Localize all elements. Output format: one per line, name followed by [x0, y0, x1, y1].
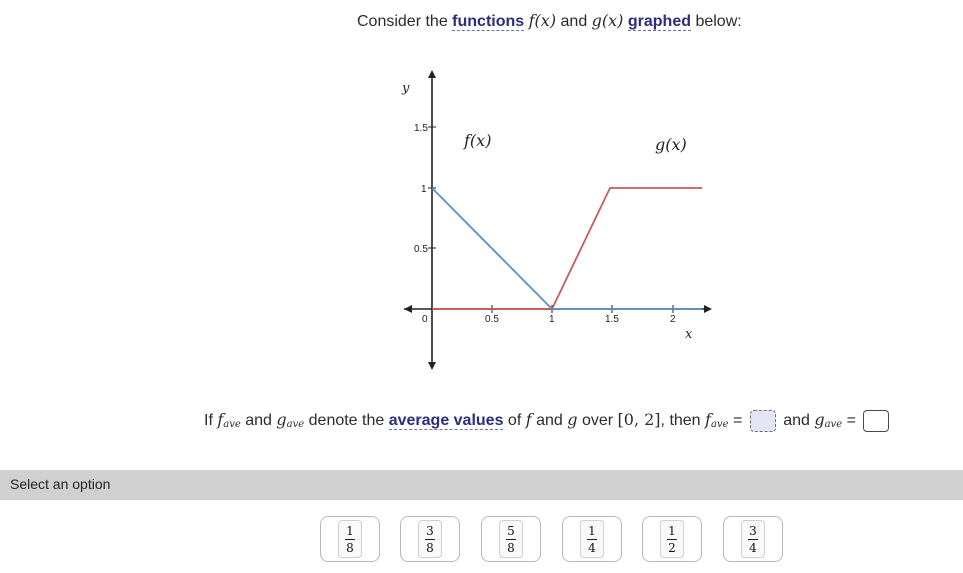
prompt-and: and: [560, 13, 588, 30]
option-fraction: [499, 520, 523, 558]
y-tick-label-0-5: 0.5: [414, 244, 428, 255]
option-denominator: 8: [346, 540, 354, 555]
question-text: [204, 410, 892, 432]
fraction-bar: [345, 539, 355, 540]
x-tick-label-0-5: 0.5: [485, 314, 499, 325]
y-axis-label: y: [402, 81, 410, 96]
option-numerator: 1: [346, 523, 354, 538]
option-fraction: [660, 520, 684, 558]
q-eq-2: =: [846, 412, 856, 430]
option-numerator: 3: [426, 523, 434, 538]
option-tile-2[interactable]: [400, 516, 460, 562]
fraction-bar: [667, 539, 677, 540]
x-axis-arrow-left: [404, 305, 412, 313]
x-tick-label-1: 1: [549, 314, 555, 325]
option-fraction: [580, 520, 604, 558]
q-and: and: [245, 412, 272, 430]
fraction-bar: [748, 539, 758, 540]
option-tile-6[interactable]: [723, 516, 783, 562]
fraction-bar: [506, 539, 516, 540]
q-and-2: and: [536, 412, 563, 430]
options-bar: [0, 470, 963, 500]
prompt-below: below:: [695, 13, 742, 30]
option-numerator: 3: [749, 523, 757, 538]
y-axis-arrow-down: [428, 362, 436, 370]
g-label: g(x): [655, 135, 687, 154]
x-axis-label: x: [685, 327, 693, 342]
option-numerator: 5: [507, 523, 515, 538]
origin-label: 0: [422, 314, 428, 325]
option-denominator: 4: [749, 540, 757, 555]
prompt-fx: f(x): [528, 11, 557, 30]
functions-link[interactable]: functions: [452, 13, 525, 30]
g-curve: [432, 188, 702, 309]
q-g-ave-2: [814, 410, 842, 429]
option-fraction: [418, 520, 442, 558]
prompt-gx: g(x): [591, 11, 624, 30]
option-numerator: 1: [588, 523, 596, 538]
x-axis-arrow-right: [704, 305, 712, 313]
q-f-plain: f: [525, 410, 532, 430]
q-interval: [0, 2]: [617, 410, 661, 430]
x-tick-label-1-5: 1.5: [605, 314, 619, 325]
option-fraction: [741, 520, 765, 558]
f-ave-drop-zone[interactable]: [750, 410, 776, 432]
q-of: of: [507, 412, 522, 430]
fraction-bar: [587, 539, 597, 540]
option-denominator: 4: [588, 540, 596, 555]
q-eq-1: =: [732, 412, 743, 430]
f-label: f(x): [464, 131, 492, 150]
y-tick-label-1-5: 1.5: [414, 123, 428, 134]
q-f-sub: ave: [223, 419, 241, 431]
option-tile-3[interactable]: [481, 516, 541, 562]
q-if: If: [204, 412, 213, 430]
q-f-ave-2: [705, 410, 728, 429]
option-denominator: 2: [668, 540, 676, 555]
option-denominator: 8: [426, 540, 434, 555]
q-and-3: and: [783, 412, 810, 430]
fraction-bar: [425, 539, 435, 540]
q-f-2: f: [705, 410, 711, 430]
q-then: , then: [660, 412, 701, 430]
prompt-text: [357, 11, 742, 31]
option-numerator: 1: [668, 523, 676, 538]
options-label: Select an option: [10, 476, 111, 492]
q-f: f: [217, 410, 224, 430]
q-over: over: [581, 412, 614, 430]
q-g-2: g: [814, 410, 825, 430]
f-curve: [432, 188, 702, 309]
q-g-plain: g: [567, 410, 578, 430]
y-axis-arrow-up: [428, 70, 436, 78]
graphed-link[interactable]: graphed: [627, 13, 691, 30]
q-g-ave: [276, 410, 304, 429]
q-f-sub-2: ave: [710, 419, 729, 431]
q-denote: denote the: [308, 412, 385, 430]
option-tile-1[interactable]: [320, 516, 380, 562]
option-fraction: [338, 520, 362, 558]
q-g: g: [276, 410, 287, 430]
g-ave-drop-zone[interactable]: [863, 410, 889, 432]
graph-svg: [392, 66, 722, 376]
function-graph: [392, 66, 722, 376]
option-tile-5[interactable]: [642, 516, 702, 562]
option-denominator: 8: [507, 540, 515, 555]
prompt-intro: Consider the: [357, 13, 448, 30]
q-g-sub-2: ave: [824, 419, 843, 431]
option-tile-4[interactable]: [562, 516, 622, 562]
q-f-ave: [217, 410, 240, 429]
q-g-sub: ave: [286, 419, 305, 431]
y-tick-label-1: 1: [421, 184, 427, 195]
x-tick-label-2: 2: [670, 314, 676, 325]
average-values-link[interactable]: average values: [388, 412, 504, 430]
